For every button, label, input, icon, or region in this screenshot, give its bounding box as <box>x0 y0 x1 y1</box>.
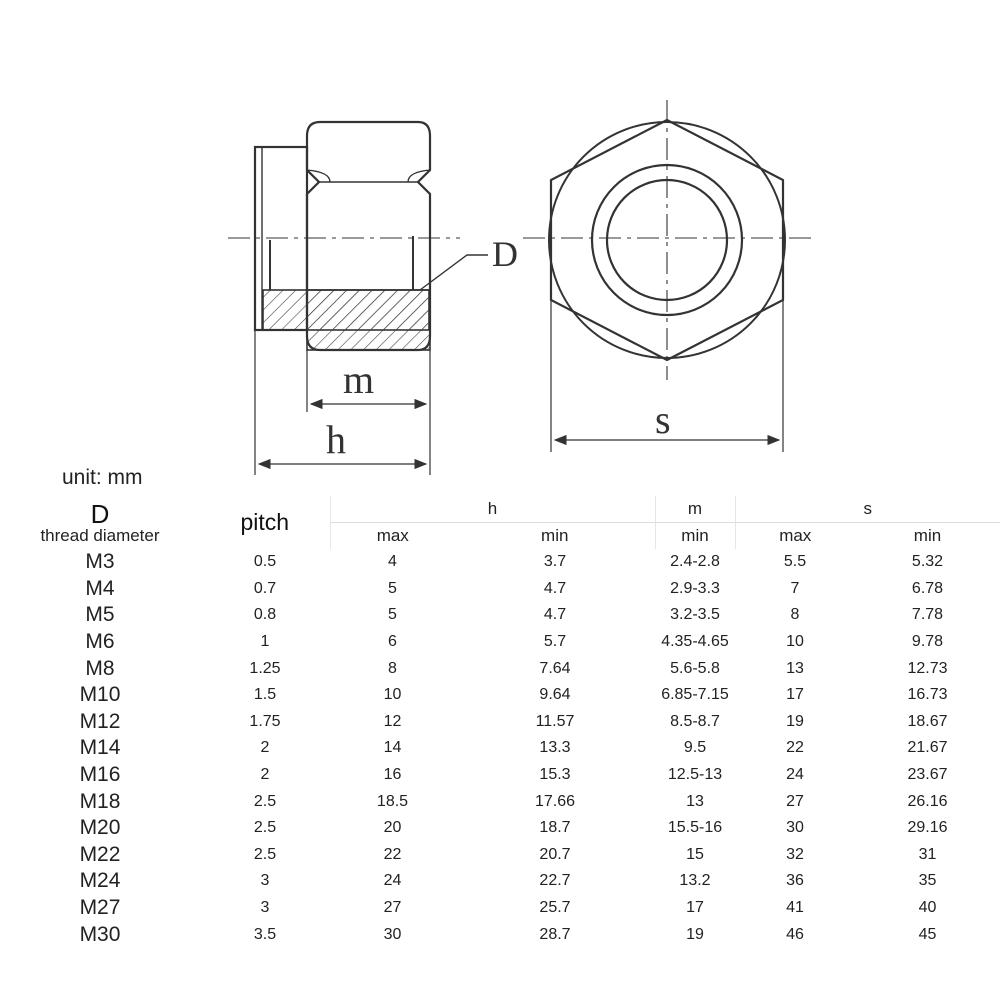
header-pitch: pitch <box>240 509 290 535</box>
h-label: h <box>326 417 346 462</box>
cell-h-min: 4.7 <box>543 606 567 624</box>
cell-h-max: 30 <box>383 925 402 943</box>
cell-pitch: 2 <box>260 739 270 757</box>
cell-h-max: 10 <box>383 686 402 704</box>
cell-h-max: 20 <box>383 819 402 837</box>
cell-s-max: 10 <box>786 633 804 651</box>
table-body <box>0 549 1000 948</box>
cell-thread-size: M20 <box>79 816 121 840</box>
cell-s-min: 29.16 <box>907 819 948 837</box>
header-d-sublabel: thread diameter <box>40 526 160 545</box>
header-m-min: min <box>655 523 735 550</box>
header-s-max: max <box>735 523 855 550</box>
cell-thread-size: M22 <box>79 842 121 866</box>
cell-s-max: 22 <box>786 739 804 757</box>
cell-h-min: 15.3 <box>539 766 571 784</box>
cell-pitch: 0.8 <box>253 606 277 624</box>
cell-s-min: 12.73 <box>907 659 948 677</box>
table-row <box>0 709 1000 736</box>
cell-pitch: 2.5 <box>253 819 277 837</box>
cell-pitch: 3 <box>260 872 270 890</box>
table-row <box>0 655 1000 682</box>
cell-h-max: 8 <box>388 659 397 677</box>
header-h: h <box>330 496 655 523</box>
table-row <box>0 788 1000 815</box>
m-label: m <box>343 357 375 402</box>
cell-s-max: 36 <box>786 872 804 890</box>
cell-pitch: 1 <box>260 633 270 651</box>
header-s-min: min <box>913 526 942 545</box>
cell-h-max: 18.5 <box>376 792 409 810</box>
table-row <box>0 895 1000 922</box>
cell-s-min: 31 <box>918 845 937 863</box>
cell-pitch: 1.75 <box>249 712 281 730</box>
cell-s-max: 8 <box>790 606 800 624</box>
cell-s-min: 5.32 <box>911 553 944 571</box>
cell-h-max: 16 <box>383 766 402 784</box>
cell-s-min: 45 <box>918 925 937 943</box>
cell-m-min: 6.85-7.15 <box>661 686 729 704</box>
cell-s-min: 23.67 <box>907 766 948 784</box>
cell-m-min: 4.35-4.65 <box>661 633 729 651</box>
cell-m-min: 2.9-3.3 <box>670 579 720 597</box>
cell-thread-size: M4 <box>85 576 115 600</box>
d-label: D <box>492 234 518 274</box>
cell-thread-size: M6 <box>85 630 115 654</box>
cell-s-max: 41 <box>786 899 804 917</box>
cell-h-min: 11.57 <box>535 712 575 730</box>
header-s: s <box>735 496 1000 523</box>
header-row-1 <box>0 496 1000 523</box>
cell-h-min: 3.7 <box>543 553 567 571</box>
s-label: s <box>655 397 671 442</box>
cell-m-min: 15 <box>686 845 704 863</box>
table-row <box>0 629 1000 656</box>
cell-m-min: 17 <box>686 899 704 917</box>
cell-h-max: 14 <box>383 739 402 757</box>
table-row <box>0 735 1000 762</box>
cell-s-min: 16.73 <box>907 686 948 704</box>
cell-thread-size: M24 <box>79 869 121 893</box>
cell-thread-size: M10 <box>79 683 121 707</box>
cell-s-max: 24 <box>786 766 804 784</box>
table-row <box>0 868 1000 895</box>
cell-thread-size: M30 <box>79 922 121 946</box>
table-row <box>0 762 1000 789</box>
header-h-min: min <box>541 526 569 545</box>
cell-s-min: 6.78 <box>911 579 944 597</box>
cell-h-min: 25.7 <box>539 899 571 917</box>
cell-thread-size: M12 <box>79 709 121 733</box>
cell-m-min: 19 <box>686 925 704 943</box>
cell-m-min: 8.5-8.7 <box>670 712 720 730</box>
cell-s-min: 21.67 <box>907 739 948 757</box>
cell-h-max: 12 <box>383 712 402 730</box>
cell-h-min: 17.66 <box>534 792 576 810</box>
cell-h-min: 22.7 <box>539 872 571 890</box>
cell-thread-size: M27 <box>79 896 121 920</box>
cell-h-min: 28.7 <box>539 925 571 943</box>
cell-s-min: 40 <box>918 899 937 917</box>
table-row <box>0 682 1000 709</box>
cell-s-max: 7 <box>790 579 800 597</box>
cell-s-min: 7.78 <box>911 606 944 624</box>
cell-m-min: 13.2 <box>679 872 711 890</box>
cell-s-max: 32 <box>786 845 804 863</box>
cell-h-max: 27 <box>383 899 402 917</box>
table-row <box>0 921 1000 948</box>
cell-h-min: 7.64 <box>539 659 571 677</box>
cell-pitch: 2.5 <box>253 792 277 810</box>
cell-h-min: 9.64 <box>539 686 571 704</box>
cell-pitch: 2.5 <box>253 845 277 863</box>
cell-m-min: 13 <box>686 792 704 810</box>
cell-m-min: 3.2-3.5 <box>670 606 720 624</box>
cell-pitch: 1.25 <box>249 659 281 677</box>
cell-s-max: 5.5 <box>783 553 807 571</box>
cell-h-max: 24 <box>383 872 402 890</box>
cell-h-max: 5 <box>388 606 397 624</box>
cell-s-min: 26.16 <box>907 792 948 810</box>
cell-h-max: 6 <box>388 633 397 651</box>
table-row <box>0 842 1000 869</box>
cell-s-min: 35 <box>918 872 937 890</box>
cell-s-max: 13 <box>786 659 804 677</box>
cell-pitch: 0.5 <box>253 553 277 571</box>
header-d-label: D <box>90 499 110 529</box>
cell-h-min: 18.7 <box>539 819 571 837</box>
cell-h-min: 13.3 <box>539 739 571 757</box>
cell-pitch: 3 <box>260 899 270 917</box>
header-m: m <box>655 496 735 523</box>
cell-thread-size: M8 <box>85 656 115 680</box>
cell-m-min: 9.5 <box>683 739 707 757</box>
header-d <box>0 496 200 549</box>
header-h-max: max <box>330 523 455 550</box>
table-row <box>0 815 1000 842</box>
cell-thread-size: M3 <box>85 550 115 574</box>
cell-h-min: 20.7 <box>539 845 571 863</box>
cell-s-max: 17 <box>786 686 804 704</box>
cell-s-max: 19 <box>786 712 804 730</box>
cell-m-min: 15.5-16 <box>667 819 723 837</box>
table-row <box>0 576 1000 603</box>
cell-h-min: 5.7 <box>543 633 567 651</box>
cell-thread-size: M5 <box>85 603 115 627</box>
cell-s-max: 46 <box>786 925 804 943</box>
cell-pitch: 3.5 <box>253 925 277 943</box>
cell-thread-size: M18 <box>79 789 121 813</box>
cell-m-min: 2.4-2.8 <box>670 553 720 571</box>
cell-h-max: 5 <box>388 579 397 597</box>
cell-thread-size: M16 <box>79 763 121 787</box>
cell-s-max: 27 <box>786 792 804 810</box>
cell-s-min: 18.67 <box>907 712 948 730</box>
cell-m-min: 12.5-13 <box>667 766 723 784</box>
table-row <box>0 549 1000 576</box>
technical-drawing <box>0 0 1000 480</box>
cell-h-min: 4.7 <box>543 579 567 597</box>
unit-label: unit: mm <box>62 466 143 489</box>
specification-table <box>0 496 1000 948</box>
cell-pitch: 2 <box>260 766 270 784</box>
cell-s-max: 30 <box>786 819 804 837</box>
cell-pitch: 1.5 <box>253 686 277 704</box>
cell-m-min: 5.6-5.8 <box>670 659 720 677</box>
cell-pitch: 0.7 <box>253 579 277 597</box>
cell-h-max: 22 <box>383 845 402 863</box>
cell-s-min: 9.78 <box>911 633 944 651</box>
table-row <box>0 602 1000 629</box>
side-view <box>228 122 488 475</box>
cell-thread-size: M14 <box>79 736 121 760</box>
cell-h-max: 4 <box>388 553 397 571</box>
